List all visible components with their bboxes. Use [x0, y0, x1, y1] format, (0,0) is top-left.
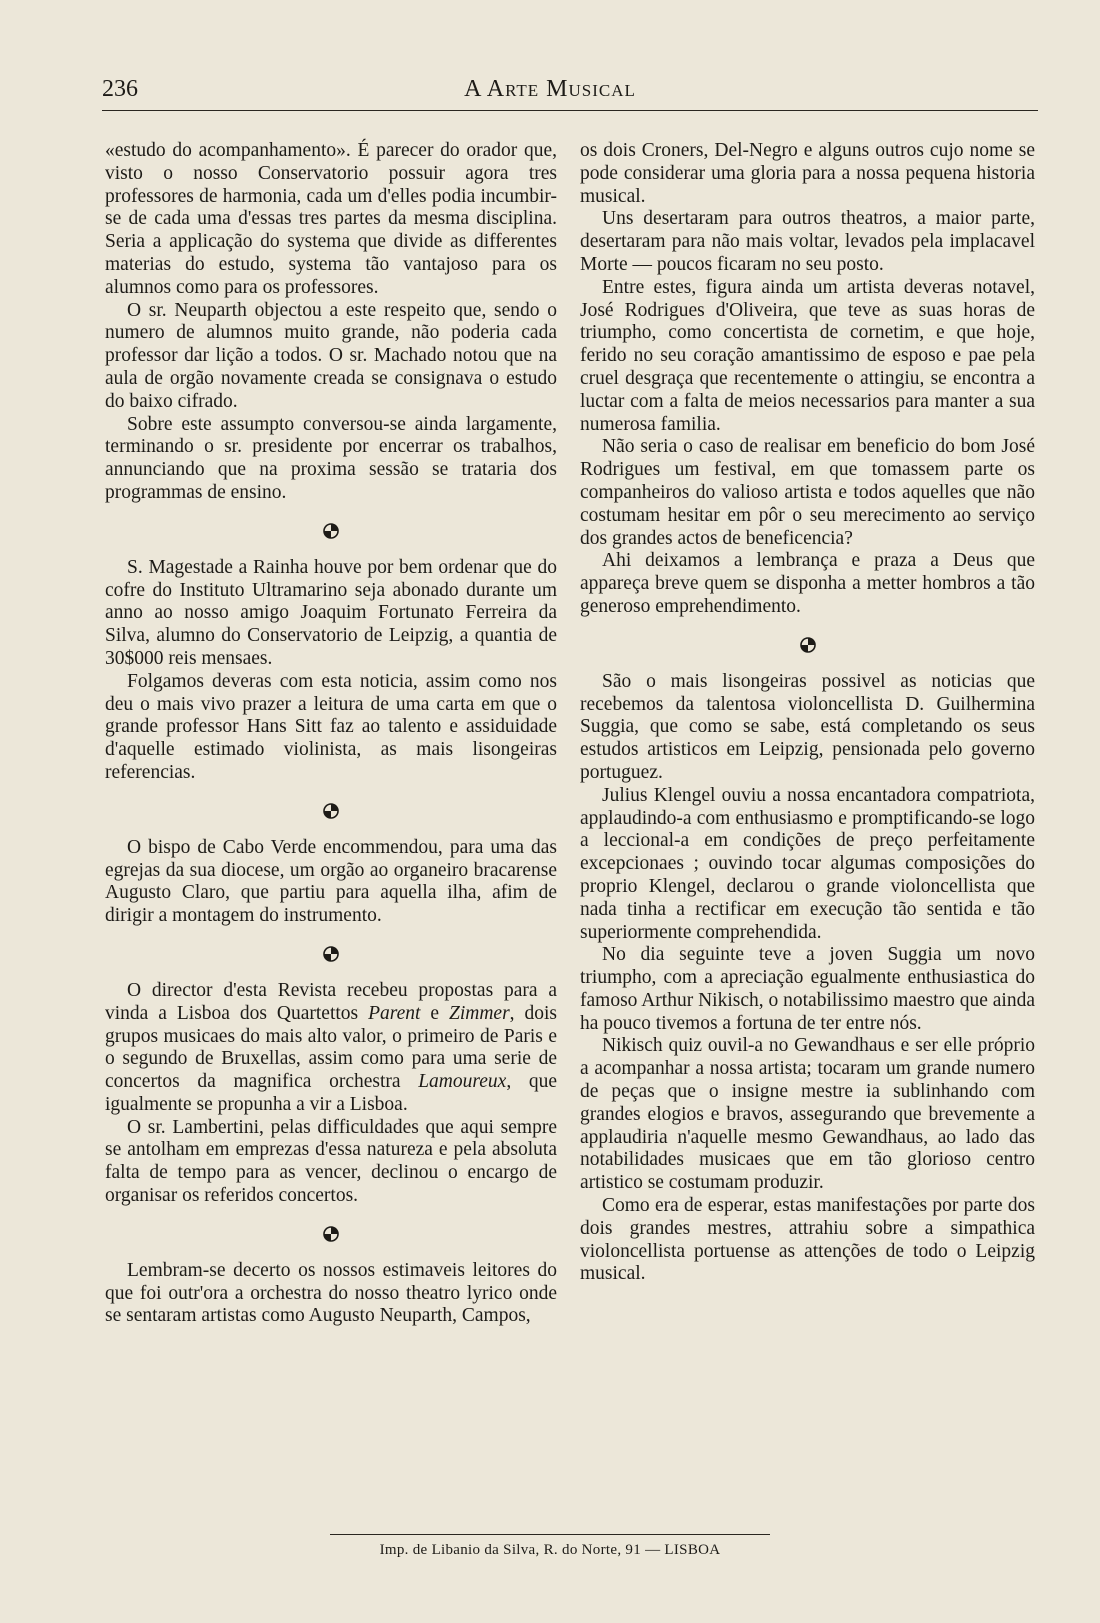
paragraph: Não seria o caso de realisar em beneficio do bom José Rodrigues um festival, em que tomassem parte os companheiros do valioso artista e todos aquelles que não costumam hesitar em pôr o seu merecimento ao serviço dos grandes actos de beneficencia?	[580, 436, 1035, 549]
paragraph: Ahi deixamos a lembrança e praza a Deus que appareça breve quem se disponha a metter hombros a tão generoso emprehendimento.	[580, 550, 1035, 617]
section-ornament-icon	[580, 619, 1035, 671]
imprint-footer: Imp. de Libanio da Silva, R. do Norte, 91 — LISBOA	[379, 1542, 721, 1558]
paragraph: Julius Klengel ouviu a nossa encantadora compatriota, applaudindo-a com enthusiasmo e promptificando-se logo a leccional-a em condições de preço perfeitamente excepcionaes ; ouvindo tocar algumas composições do proprio Klengel, declarou o grande violoncellista que nada tinha a rectificar em execução tão sentida e tão superiormente comprehendida.	[580, 784, 1035, 943]
paragraph: Entre estes, figura ainda um artista deveras notavel, José Rodrigues d'Oliveira, que teve as suas horas de triumpho, como concertista de cornetim, e que hoje, ferido no seu coração amantissimo de esposo e pae pela cruel desgraça que recentemente o attingiu, se encontra a luctar com a falta de meios necessarios para manter a sua numerosa familia.	[580, 276, 1035, 435]
paragraph: O sr. Lambertini, pelas difficuldades que aqui sempre se antolham em emprezas d'essa natureza e pela absoluta falta de tempo para as vencer, declinou o encargo de organisar os referidos concertos.	[105, 1116, 557, 1207]
paragraph: O director d'esta Revista recebeu propostas para a vinda a Lisboa dos Quartettos Parent e Zimmer, dois grupos musicaes do mais alto valor, o primeiro de Paris e o segundo de Bruxellas, assim como para uma serie de concertos da magnifica orchestra Lamoureux, que igualmente se propunha a vir a Lisboa.	[105, 979, 558, 1115]
paragraph: Uns desertaram para outros theatros, a maior parte, desertaram para não mais voltar, levados pela implacavel Morte — poucos ficaram no seu posto.	[580, 208, 1035, 275]
running-title: A Arte Musical	[464, 76, 636, 102]
paragraph: Como era de esperar, estas manifestações por parte dos dois grandes mestres, attrahiu sobre a simpathica violoncellista portuense as attenções de todo o Leipzig musical.	[580, 1195, 1035, 1285]
left-column	[105, 140, 557, 1328]
paragraph: O sr. Neuparth objectou a este respeito que, sendo o numero de alumnos muito grande, não poderia cada professor dar lição a todos. O sr. Machado notou que na aula de orgão novamente creada se consignava o estudo do baixo cifrado.	[105, 299, 557, 412]
paragraph: os dois Croners, Del-Negro e alguns outros cujo nome se pode considerar uma gloria para a nossa pequena historia musical.	[580, 140, 1035, 207]
section-ornament-icon	[105, 505, 557, 557]
paragraph: «estudo do acompanhamento». É parecer do orador que, visto o nosso Conservatorio possuir agora tres professores de harmonia, cada um d'elles podia incumbir-se de cada uma d'essas tres partes da mesma disciplina. Seria a applicação do systema que divide as differentes materias do estudo, systema tão vantajoso para os alumnos como para os professores.	[105, 140, 557, 298]
section-ornament-icon	[105, 928, 557, 980]
paragraph: Lembram-se decerto os nossos estimaveis leitores do que foi outr'ora a orchestra do nosso theatro lyrico onde se sentaram artistas como Augusto Neuparth, Campos,	[105, 1259, 557, 1327]
paragraph: São o mais lisongeiras possivel as noticias que recebemos da talentosa violoncellista D. Guilhermina Suggia, que como se sabe, está completando os seus estudos artisticos em Leipzig, pensionada pelo governo portuguez.	[580, 670, 1035, 783]
paragraph: No dia seguinte teve a joven Suggia um novo triumpho, com a apreciação egualmente enthusiastica do famoso Arthur Nikisch, o notabilissimo maestro que ainda ha pouco tivemos a fortuna de ter entre nós.	[580, 944, 1035, 1034]
paragraph: O bispo de Cabo Verde encommendou, para uma das egrejas da sua diocese, um orgão ao organeiro bracarense Augusto Claro, que partiu para aquella ilha, afim de dirigir a montagem do instrumento.	[105, 836, 557, 927]
right-column	[580, 140, 1035, 1286]
paragraph: Folgamos deveras com esta noticia, assim como nos deu o mais vivo prazer a leitura de uma carta em que o grande professor Hans Sitt faz ao talento e assiduidade d'aquelle estimado violinista, as mais lisongeiras referencias.	[105, 670, 557, 783]
header-rule	[102, 110, 1038, 111]
section-ornament-icon	[105, 1208, 557, 1260]
footer-rule	[330, 1534, 770, 1535]
paragraph: S. Magestade a Rainha houve por bem ordenar que do cofre do Instituto Ultramarino seja abonado durante um anno ao nosso amigo Joaquim Fortunato Ferreira da Silva, alumno do Conservatorio de Leipzig, a quantia de 30$000 reis mensaes.	[105, 556, 557, 669]
paragraph: Nikisch quiz ouvil-a no Gewandhaus e ser elle próprio a acompanhar a nossa artista; tocaram um grande numero de peças que o insigne mestre ia sublinhando com grandes elogios e bravos, assegurando que brevemente a applaudiria n'aquelle mesmo Gewandhaus, ao lado das notabilidades musicaes que em tão glorioso centro artistico se costumam produzir.	[580, 1035, 1035, 1194]
page-number: 236	[102, 76, 138, 102]
section-ornament-icon	[105, 785, 557, 837]
paragraph: Sobre este assumpto conversou-se ainda largamente, terminando o sr. presidente por encerrar os trabalhos, annunciando que na proxima sessão se trataria dos programmas de ensino.	[105, 413, 557, 503]
